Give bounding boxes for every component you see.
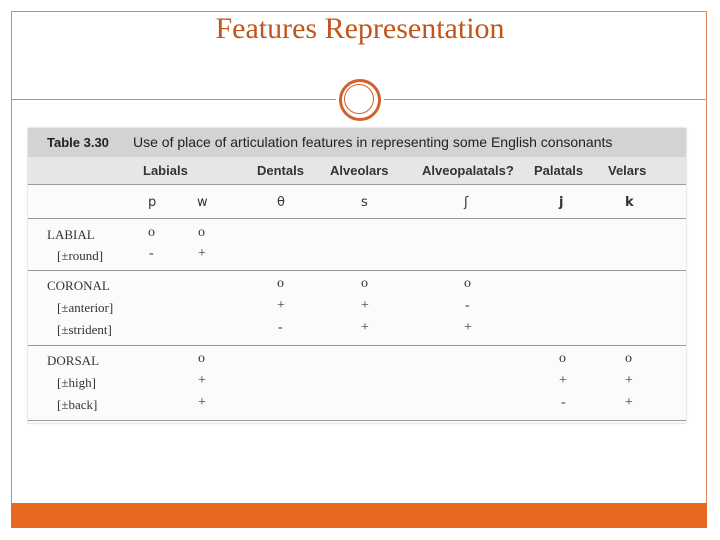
cell-high-k: + [625,373,633,388]
cell-coronal-s: o [361,276,368,291]
row-label-strident: [±strident] [57,322,112,337]
cell-strident-s: + [361,320,369,335]
cell-strident-sh: + [464,320,472,335]
symbol-j: j [559,195,564,210]
rule-header [28,184,686,185]
symbol-k: k [625,195,634,210]
rule-symbols [28,218,686,219]
col-velars: Velars [608,163,647,178]
title-divider-left [11,99,336,100]
symbol-p: p [148,195,157,210]
cell-high-j: + [559,373,567,388]
footer-accent-bar [11,503,707,528]
cell-back-j: - [561,395,566,410]
symbol-sh: ʃ [464,195,469,210]
slide-title: Features Representation [215,12,505,45]
col-dentals: Dentals [257,163,304,178]
cell-anterior-theta: + [277,298,285,313]
cell-anterior-s: + [361,298,369,313]
col-palatals: Palatals [534,163,584,178]
cell-labial-w: o [198,225,205,240]
cell-labial-p: o [148,225,155,240]
col-alveolars: Alveolars [330,163,389,178]
cell-coronal-theta: o [277,276,284,291]
title-divider-right [384,99,707,100]
cell-dorsal-k: o [625,351,632,366]
cell-anterior-sh: - [465,298,470,313]
col-labials: Labials [143,163,188,178]
cell-high-w: + [198,373,206,388]
cell-dorsal-w: o [198,351,205,366]
row-label-anterior: [±anterior] [57,300,114,315]
table-caption: Use of place of articulation features in representing some English consonants [133,134,613,150]
row-label-back: [±back] [57,397,98,412]
features-table [28,128,686,423]
rule-coronal [28,345,686,346]
cell-dorsal-j: o [559,351,566,366]
cell-back-w: + [198,395,206,410]
row-label-round: [±round] [57,248,104,263]
cell-back-k: + [625,395,633,410]
symbol-s: s [361,195,368,210]
col-alveopalatals: Alveopalatals? [422,163,514,178]
symbol-theta: θ [277,195,285,210]
symbol-w: w [197,195,208,210]
row-label-dorsal: DORSAL [47,353,100,368]
ring-ornament-icon [339,79,381,121]
table-header-row [28,157,686,184]
cell-round-p: - [149,246,154,261]
cell-round-w: + [198,246,206,261]
cell-strident-theta: - [278,320,283,335]
cell-coronal-sh: o [464,276,471,291]
row-label-labial: LABIAL [47,227,95,242]
row-label-coronal: CORONAL [47,278,110,293]
row-label-high: [±high] [57,375,96,390]
rule-dorsal [28,420,686,421]
table-number: Table 3.30 [47,135,109,150]
table-caption-bar [28,128,686,157]
rule-labial [28,270,686,271]
